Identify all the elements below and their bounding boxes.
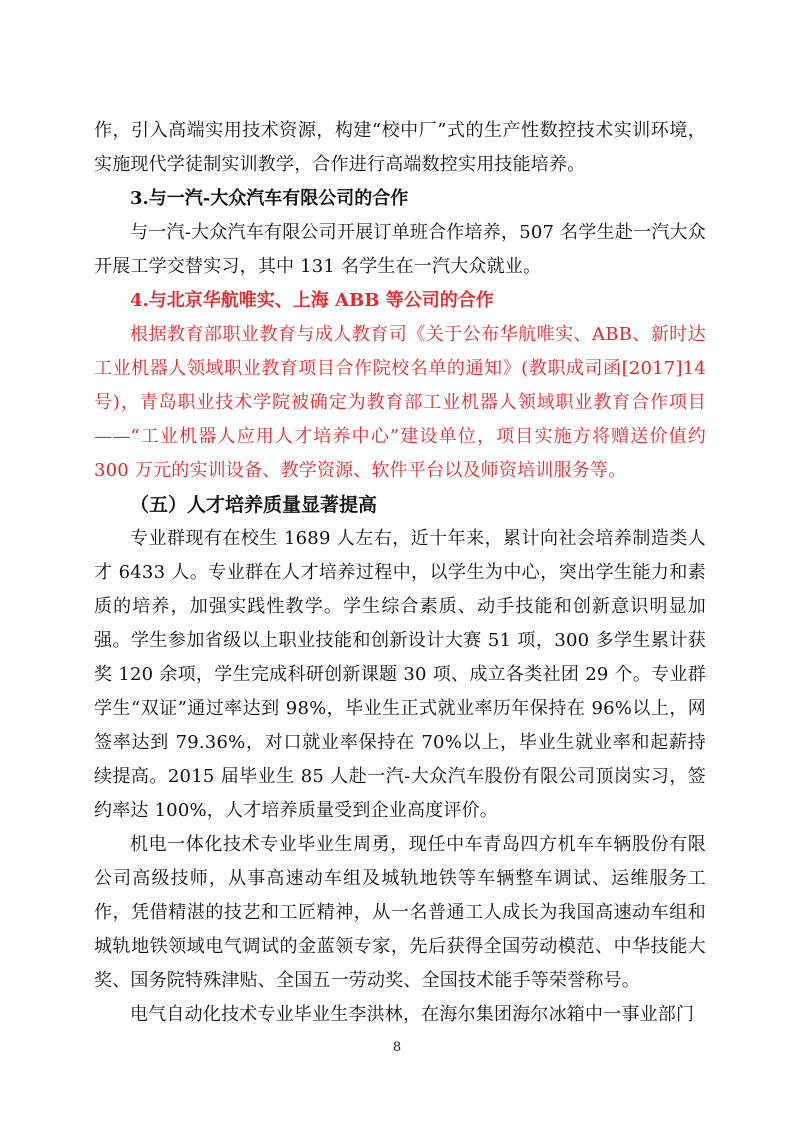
paragraph-talent-stats: 专业群现有在校生 1689 人左右，近十年来，累计向社会培养制造类人才 6433 人。专业群在人才培养过程中，以学生为中心，突出学生能力和素质的培养，加强实践性教学。学生综合素质、动手技能和创新意识明显加强。学生参加省级以上职业技能和创新设计大赛 51 项，300 多学生累计获奖 120 余项，学生完成科研创新课题 30 项、成立各类社团 29 个。专业群学生“双证”通过率达到 98%，毕业生正式就业率历年保持在 96%以上，网签率达到 79.36%，对口就业率保持在 70%以上，毕业生就业率和起薪持续提高。2015 届毕业生 85 人赴一汽-大众汽车股份有限公司顶岗实习，签约率达 100%，人才培养质量受到企业高度评价。	[94, 528, 706, 821]
paragraph-continuation: 作，引入高端实用技术资源，构建“校中厂”式的生产性数控技术实训环境，实施现代学徒制实训教学，合作进行高端数控实用技能培养。	[94, 120, 706, 175]
page-number: 8	[392, 1040, 402, 1055]
heading-faw-vw-cooperation: 3.与一汽-大众汽车有限公司的合作	[130, 188, 409, 209]
document-page	[94, 114, 706, 1032]
heading-huahang-abb-cooperation: 4.与北京华航唯实、上海 ABB 等公司的合作	[130, 290, 494, 311]
section-heading-talent-quality: （五）人才培养质量显著提高	[130, 494, 378, 516]
paragraph-graduate-zhou-yong: 机电一体化技术专业毕业生周勇，现任中车青岛四方机车车辆股份有限公司高级技师，从事高速动车组及城轨地铁等车辆整车调试、运维服务工作，凭借精湛的技艺和工匠精神，从一名普通工人成长为我国高速动车组和城轨地铁领域电气调试的金蓝领专家，先后获得全国劳动模范、中华技能大奖、国务院特殊津贴、全国五一劳动奖、全国技术能手等荣誉称号。	[94, 834, 706, 991]
paragraph-graduate-li-honglin: 电气自动化技术专业毕业生李洪林，在海尔集团海尔冰箱中一事业部门	[130, 1004, 695, 1025]
paragraph-faw-vw: 与一汽-大众汽车有限公司开展订单班合作培养，507 名学生赴一汽大众开展工学交替实习，其中 131 名学生在一汽大众就业。	[94, 222, 706, 277]
paragraph-huahang-abb: 根据教育部职业教育与成人教育司《关于公布华航唯实、ABB、新时达工业机器人领域职业教育项目合作院校名单的通知》(教职成司函[2017]14 号)，青岛职业技术学院被确定为教育部工业机器人领域职业教育合作项目——“工业机器人应用人才培养中心”建设单位，项目实施方将赠送价值约 300 万元的实训设备、教学资源、软件平台以及师资培训服务等。	[94, 324, 706, 481]
